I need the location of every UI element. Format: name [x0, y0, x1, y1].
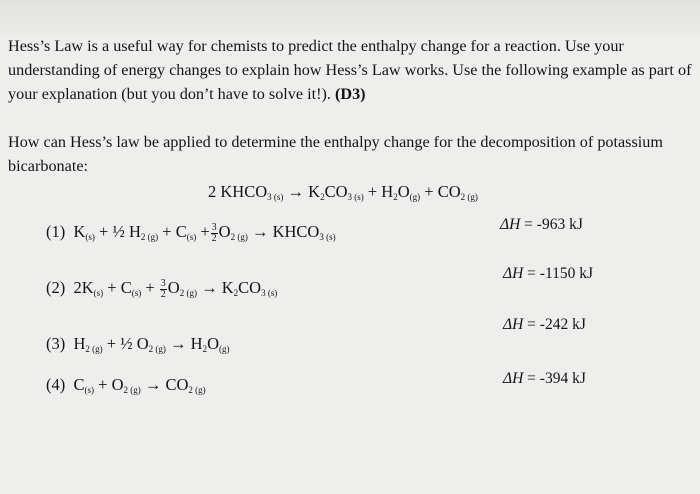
equation-1-enthalpy: ΔH = -963 kJ	[500, 216, 583, 233]
question-paragraph-1	[8, 34, 698, 106]
question-1-tag: (D3)	[334, 85, 366, 103]
equation-4: (4) $C_{(s)} + O_{2 (g)} \to CO_{2 (g)}$	[46, 375, 206, 395]
question-paragraph-2: How can Hess’s law be applied to determine the enthalpy change for the decomposition of potassium bicarbonate:	[8, 133, 663, 175]
equation-2: (2) $2K_{(s)} + C_{(s)}$ + $\frac{3}{2}$ $O_{2 (g)} \to K_2CO_{3 (s)}$	[46, 277, 278, 300]
equation-3-enthalpy: ΔH = -242 kJ	[503, 316, 586, 333]
equation-3: (3) $H_{2 (g)}$ + ½ $O_{2 (g)} \to H_2O_{(g)}$	[46, 334, 230, 354]
equation-1: (1) $K_{(s)}$ + ½ $H_{2 (g)} + C_{(s)}$ + $\frac{3}{2}$ $O_{2 (g)}$ → $KHCO_{3 (s)}$	[46, 221, 336, 244]
equation-2-enthalpy: ΔH = -1150 kJ	[503, 265, 594, 282]
main-equation: 2 $KHCO_{3 (s)} \to K_2CO_{3 (s)} + H_2O_{(g)} + CO_{2 (g)}$	[208, 182, 478, 202]
equation-4-enthalpy: ΔH = -394 kJ	[503, 370, 586, 387]
question-1-text: Hess’s Law is a useful way for chemists to predict the enthalpy change for a reaction. Use your understanding of energy changes to explain how Hess’s Law works. Use the following example as part of your explanation (but you don’t have to solve it!).	[8, 37, 692, 103]
